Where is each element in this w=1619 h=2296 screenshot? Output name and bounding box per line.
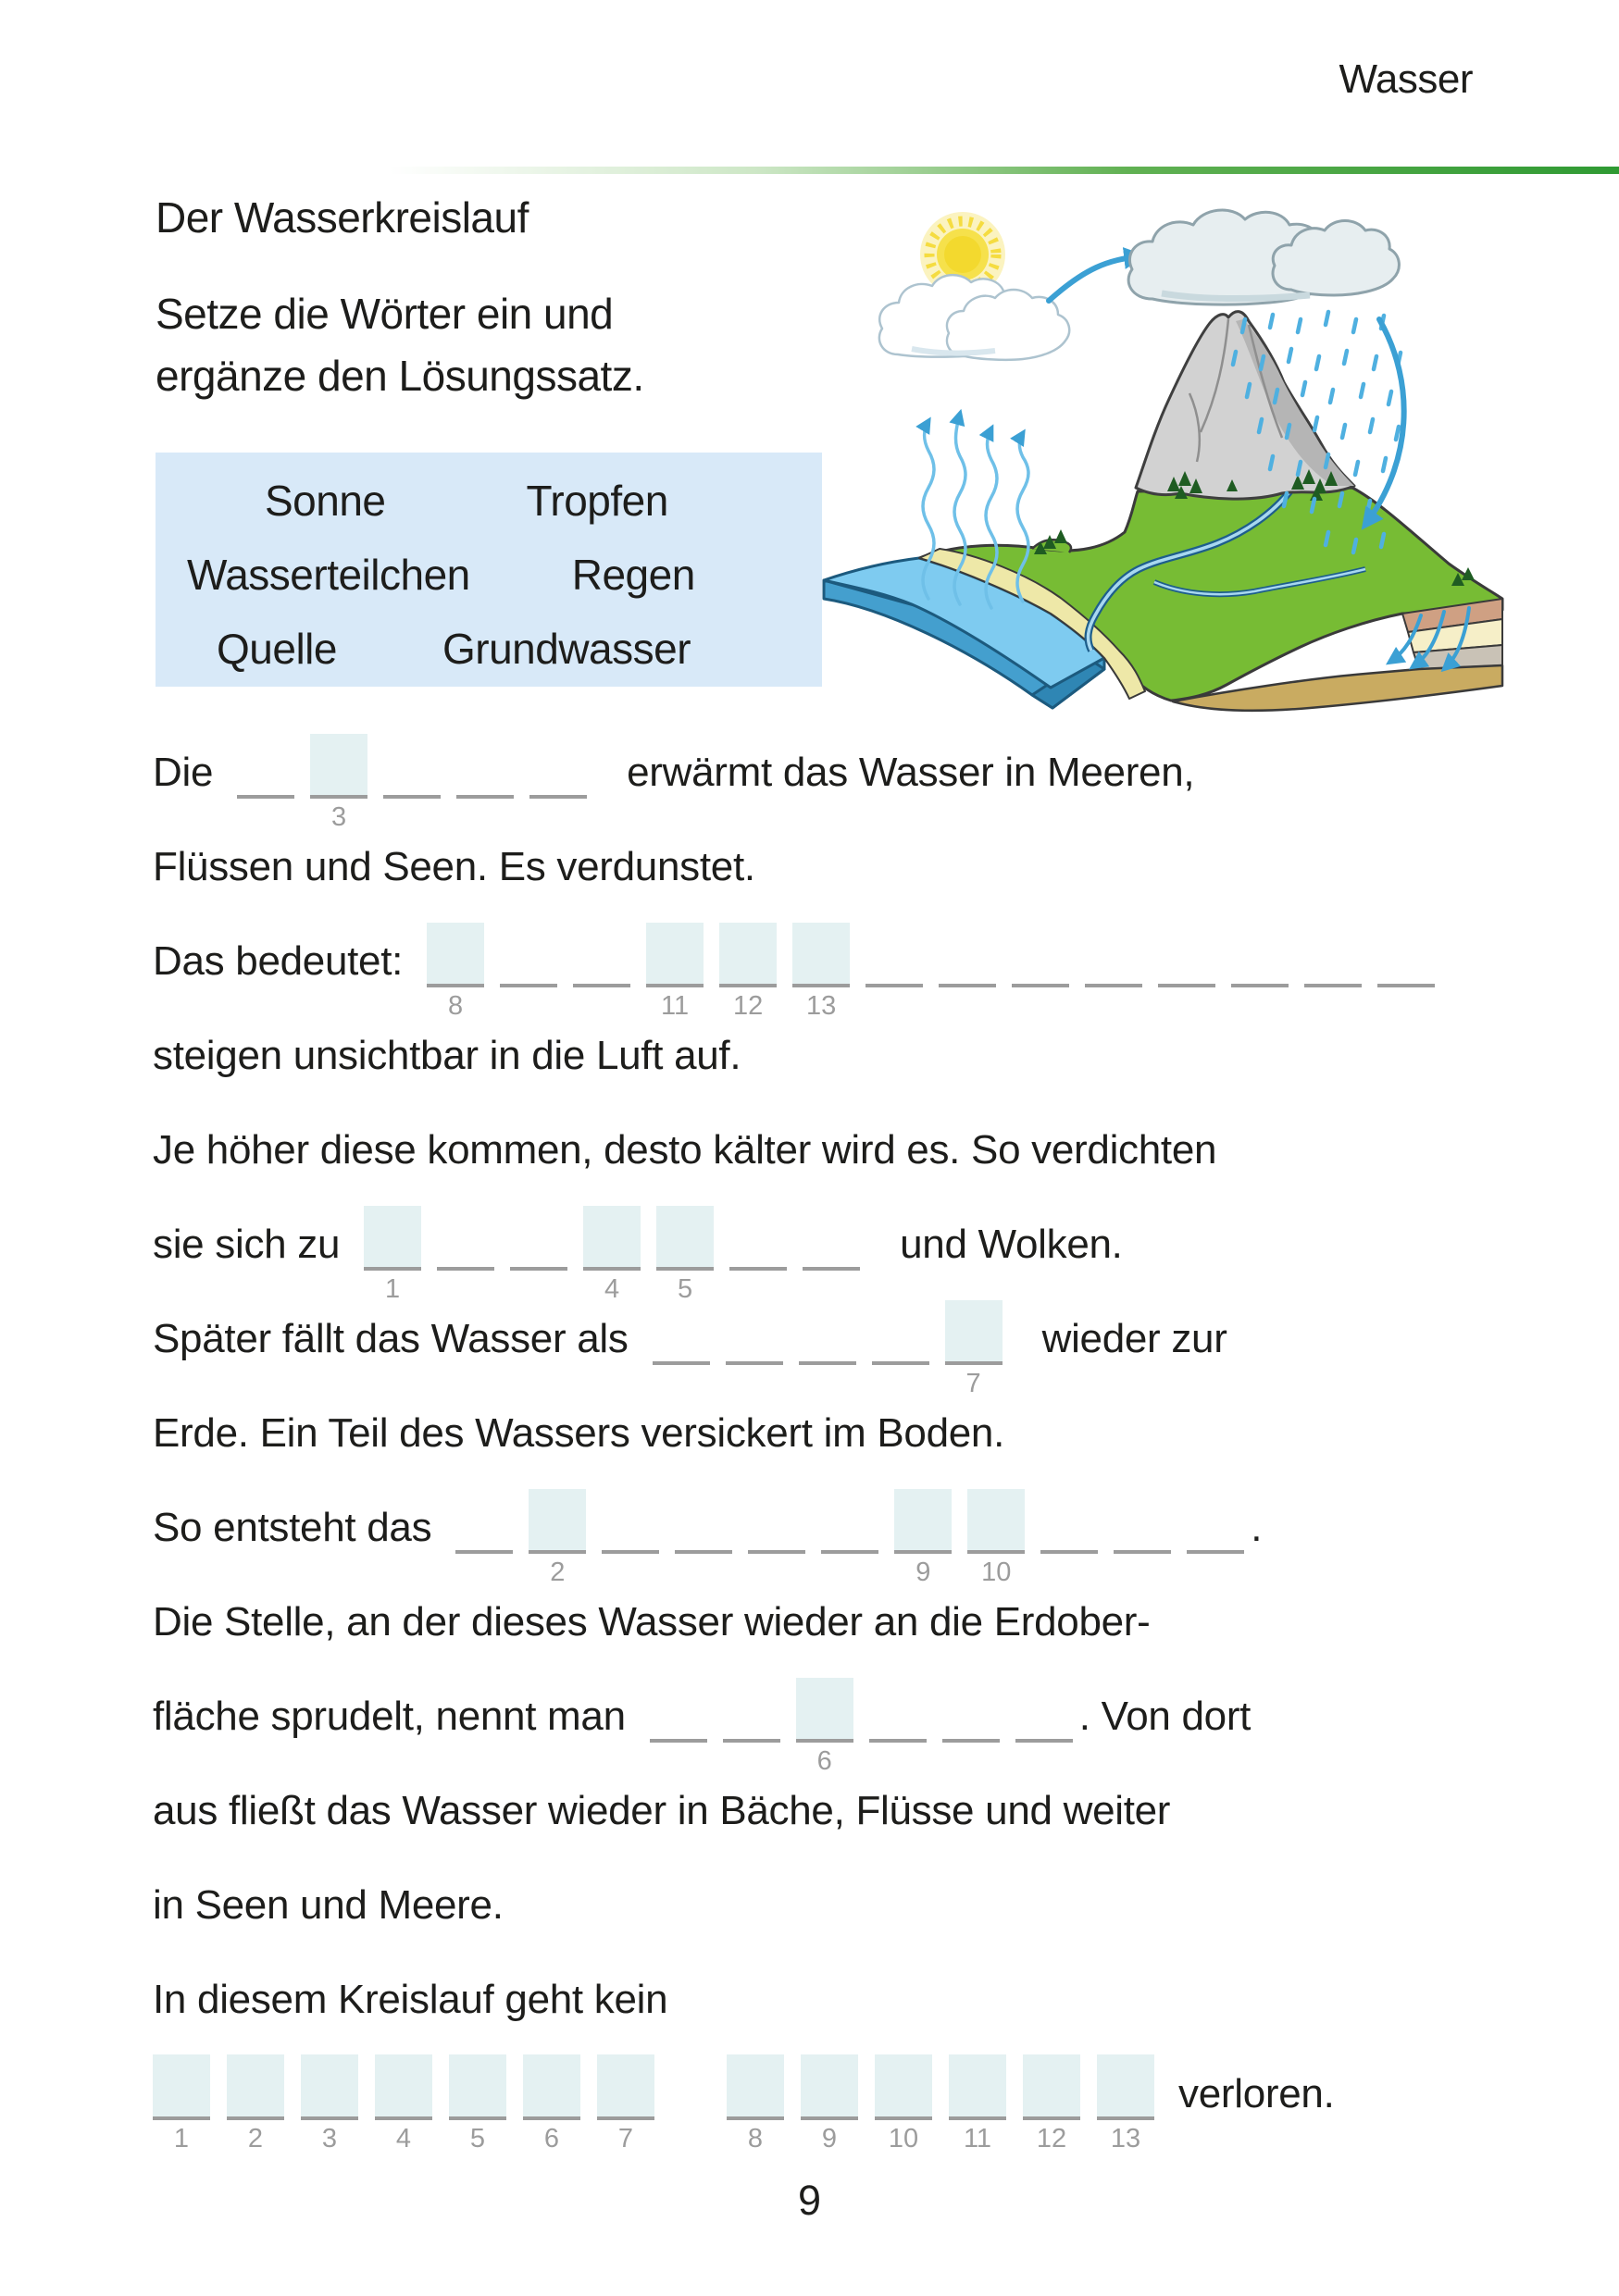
exercise-line-5 bbox=[153, 1103, 1475, 1198]
letter-slot-highlighted[interactable] bbox=[310, 734, 367, 832]
letter-slot-highlighted[interactable] bbox=[792, 923, 850, 1021]
letter-slot-highlighted[interactable] bbox=[597, 2054, 654, 2153]
letter-slot[interactable] bbox=[726, 1300, 783, 1365]
exercise-text: Flüssen und Seen. Es verdunstet. bbox=[153, 844, 755, 889]
blank-group bbox=[650, 1694, 1089, 1776]
slot-number: 11 bbox=[661, 991, 690, 1021]
solution-suffix: verloren. bbox=[1178, 2071, 1335, 2116]
slot-number: 4 bbox=[395, 2124, 412, 2153]
letter-slot-highlighted[interactable] bbox=[427, 923, 484, 1021]
cloud-icon bbox=[879, 275, 1069, 360]
exercise-text: Die Stelle, an der dieses Wasser wieder an die Erdober- bbox=[153, 1599, 1151, 1644]
exercise-line-10 bbox=[153, 1575, 1475, 1669]
exercise-line-4 bbox=[153, 1009, 1475, 1103]
letter-slot[interactable] bbox=[803, 1206, 860, 1271]
letter-slot[interactable] bbox=[650, 1678, 707, 1743]
exercise-line-2 bbox=[153, 820, 1475, 914]
exercise-text: wieder zur bbox=[1041, 1316, 1227, 1361]
letter-slot-highlighted[interactable] bbox=[364, 1206, 421, 1304]
exercise-text: Die bbox=[153, 750, 214, 795]
exercise-line-7 bbox=[153, 1292, 1475, 1398]
letter-slot-highlighted[interactable] bbox=[727, 2054, 784, 2153]
letter-slot-highlighted[interactable] bbox=[449, 2054, 506, 2153]
word-bank-row bbox=[156, 612, 822, 686]
exercise-text: fläche sprudelt, nennt man bbox=[153, 1694, 626, 1739]
slot-number: 12 bbox=[1036, 2124, 1067, 2153]
instruction-line: ergänze den Lösungssatz. bbox=[156, 352, 644, 400]
letter-slot[interactable] bbox=[1377, 923, 1435, 987]
slot-number: 3 bbox=[331, 802, 347, 832]
exercise-line-1 bbox=[153, 726, 1475, 832]
blank-group bbox=[455, 1505, 1263, 1587]
exercise-text: Später fällt das Wasser als bbox=[153, 1316, 629, 1361]
exercise-line-13 bbox=[153, 1858, 1475, 1953]
word-bank-word: Wasserteilchen bbox=[187, 551, 470, 599]
letter-slot-highlighted[interactable] bbox=[227, 2054, 284, 2153]
letter-slot[interactable] bbox=[939, 923, 996, 987]
page-header-title: Wasser bbox=[1339, 56, 1473, 102]
slot-number: 13 bbox=[805, 991, 837, 1021]
exercise-line-3 bbox=[153, 914, 1475, 1021]
letter-slot[interactable] bbox=[602, 1489, 659, 1554]
solution-group-2 bbox=[727, 2047, 1171, 2153]
letter-slot-highlighted[interactable] bbox=[719, 923, 777, 1021]
word-bank bbox=[156, 453, 822, 687]
slot-number: 13 bbox=[1110, 2124, 1141, 2153]
letter-slot-highlighted[interactable] bbox=[523, 2054, 580, 2153]
exercise-line-9 bbox=[153, 1481, 1475, 1587]
exercise-text: In diesem Kreislauf geht kein bbox=[153, 1977, 668, 2022]
letter-slot[interactable] bbox=[1085, 923, 1142, 987]
letter-slot[interactable] bbox=[869, 1678, 927, 1743]
letter-slot[interactable] bbox=[510, 1206, 567, 1271]
exercise-text: Erde. Ein Teil des Wassers versickert im Boden. bbox=[153, 1410, 1005, 1456]
slot-number: 11 bbox=[963, 2124, 992, 2153]
letter-slot[interactable] bbox=[1304, 923, 1362, 987]
letter-slot-highlighted[interactable] bbox=[945, 1300, 1003, 1398]
letter-slot-highlighted[interactable] bbox=[153, 2054, 210, 2153]
slot-number: 5 bbox=[469, 2124, 486, 2153]
exercise-line-6 bbox=[153, 1198, 1475, 1304]
letter-slot-highlighted[interactable] bbox=[1097, 2054, 1154, 2153]
slot-number: 2 bbox=[247, 2124, 264, 2153]
blank-group bbox=[427, 938, 1451, 1021]
slot-number: 2 bbox=[550, 1558, 566, 1587]
letter-slot[interactable] bbox=[799, 1300, 856, 1365]
letter-slot-highlighted[interactable] bbox=[894, 1489, 952, 1587]
letter-slot[interactable] bbox=[529, 734, 587, 799]
exercise-line-8 bbox=[153, 1386, 1475, 1481]
letter-slot[interactable] bbox=[942, 1678, 1000, 1743]
slot-number: 3 bbox=[321, 2124, 338, 2153]
solution-group-1 bbox=[153, 2047, 671, 2153]
slot-number: 9 bbox=[915, 1558, 931, 1587]
exercise-text: Das bedeutet: bbox=[153, 938, 404, 984]
word-bank-row bbox=[156, 464, 822, 538]
exercise bbox=[153, 726, 1475, 2153]
slot-number: 6 bbox=[543, 2124, 560, 2153]
letter-slot-highlighted[interactable] bbox=[949, 2054, 1006, 2153]
slot-number: 5 bbox=[678, 1274, 693, 1304]
letter-slot-highlighted[interactable] bbox=[967, 1489, 1025, 1587]
water-cycle-illustration bbox=[810, 180, 1504, 713]
letter-slot-highlighted[interactable] bbox=[529, 1489, 586, 1587]
word-bank-word: Regen bbox=[571, 551, 695, 599]
exercise-text: in Seen und Meere. bbox=[153, 1882, 504, 1928]
word-bank-word: Tropfen bbox=[526, 477, 668, 525]
slot-number: 10 bbox=[888, 2124, 919, 2153]
exercise-line-12 bbox=[153, 1764, 1475, 1858]
slot-number: 8 bbox=[747, 2124, 764, 2153]
word-bank-word: Grundwasser bbox=[442, 625, 691, 673]
letter-slot[interactable] bbox=[866, 923, 923, 987]
letter-slot-highlighted[interactable] bbox=[301, 2054, 358, 2153]
exercise-instructions bbox=[156, 283, 644, 407]
letter-slot[interactable] bbox=[383, 734, 441, 799]
word-bank-row bbox=[156, 538, 822, 612]
letter-slot[interactable] bbox=[653, 1300, 710, 1365]
blank-group bbox=[364, 1222, 876, 1304]
exercise-text: sie sich zu bbox=[153, 1222, 341, 1267]
mountain-icon bbox=[1136, 312, 1354, 499]
slot-number: 9 bbox=[821, 2124, 838, 2153]
instruction-line: Setze die Wörter ein und bbox=[156, 290, 614, 338]
letter-slot-highlighted[interactable] bbox=[646, 923, 704, 1021]
letter-slot-highlighted[interactable] bbox=[801, 2054, 858, 2153]
slot-number: 8 bbox=[448, 991, 464, 1021]
word-bank-word: Sonne bbox=[265, 477, 386, 525]
slot-number: 7 bbox=[617, 2124, 634, 2153]
slot-number: 12 bbox=[732, 991, 764, 1021]
slot-number: 4 bbox=[604, 1274, 620, 1304]
letter-slot[interactable] bbox=[500, 923, 557, 987]
letter-slot[interactable] bbox=[456, 734, 514, 799]
letter-slot[interactable] bbox=[1012, 923, 1069, 987]
exercise-text: . bbox=[1251, 1505, 1263, 1550]
exercise-line-11 bbox=[153, 1669, 1475, 1776]
blank-group bbox=[653, 1316, 1018, 1398]
letter-slot[interactable] bbox=[675, 1489, 732, 1554]
letter-slot-highlighted[interactable] bbox=[656, 1206, 714, 1304]
solution-row bbox=[153, 2047, 1475, 2153]
exercise-text: . Von dort bbox=[1078, 1694, 1252, 1739]
letter-slot[interactable] bbox=[1015, 1678, 1073, 1743]
letter-slot[interactable] bbox=[872, 1300, 929, 1365]
blank-group bbox=[237, 750, 603, 832]
header-rule bbox=[389, 167, 1619, 174]
letter-slot[interactable] bbox=[1231, 923, 1289, 987]
letter-slot[interactable] bbox=[723, 1678, 780, 1743]
exercise-text: aus fließt das Wasser wieder in Bäche, Flüsse und weiter bbox=[153, 1788, 1171, 1833]
letter-slot[interactable] bbox=[1040, 1489, 1098, 1554]
letter-slot-highlighted[interactable] bbox=[375, 2054, 432, 2153]
letter-slot[interactable] bbox=[437, 1206, 494, 1271]
letter-slot[interactable] bbox=[455, 1489, 513, 1554]
slot-number: 1 bbox=[385, 1274, 401, 1304]
slot-number: 6 bbox=[816, 1746, 832, 1776]
exercise-text: Je höher diese kommen, desto kälter wird es. So verdichten bbox=[153, 1127, 1217, 1173]
letter-slot[interactable] bbox=[1187, 1489, 1244, 1554]
slot-number: 10 bbox=[981, 1558, 1012, 1587]
page-number: 9 bbox=[797, 2177, 822, 2224]
letter-slot[interactable] bbox=[237, 734, 294, 799]
word-bank-word: Quelle bbox=[217, 625, 337, 673]
rain-cloud-icon bbox=[1128, 210, 1399, 304]
letter-slot[interactable] bbox=[821, 1489, 878, 1554]
letter-slot[interactable] bbox=[729, 1206, 787, 1271]
letter-slot[interactable] bbox=[748, 1489, 805, 1554]
exercise-title: Der Wasserkreislauf bbox=[156, 193, 529, 242]
letter-slot-highlighted[interactable] bbox=[1023, 2054, 1080, 2153]
slot-number: 7 bbox=[965, 1369, 981, 1398]
exercise-line-14 bbox=[153, 1953, 1475, 2047]
exercise-text: und Wolken. bbox=[900, 1222, 1123, 1267]
letter-slot[interactable] bbox=[1158, 923, 1215, 987]
letter-slot-highlighted[interactable] bbox=[796, 1678, 853, 1776]
exercise-text: So entsteht das bbox=[153, 1505, 432, 1550]
letter-slot[interactable] bbox=[573, 923, 630, 987]
letter-slot-highlighted[interactable] bbox=[583, 1206, 641, 1304]
slot-number: 1 bbox=[173, 2124, 190, 2153]
exercise-text: steigen unsichtbar in die Luft auf. bbox=[153, 1033, 741, 1078]
letter-slot[interactable] bbox=[1114, 1489, 1171, 1554]
exercise-text: erwärmt das Wasser in Meeren, bbox=[627, 750, 1195, 795]
letter-slot-highlighted[interactable] bbox=[875, 2054, 932, 2153]
cycle-arrow-icon bbox=[1049, 256, 1140, 301]
